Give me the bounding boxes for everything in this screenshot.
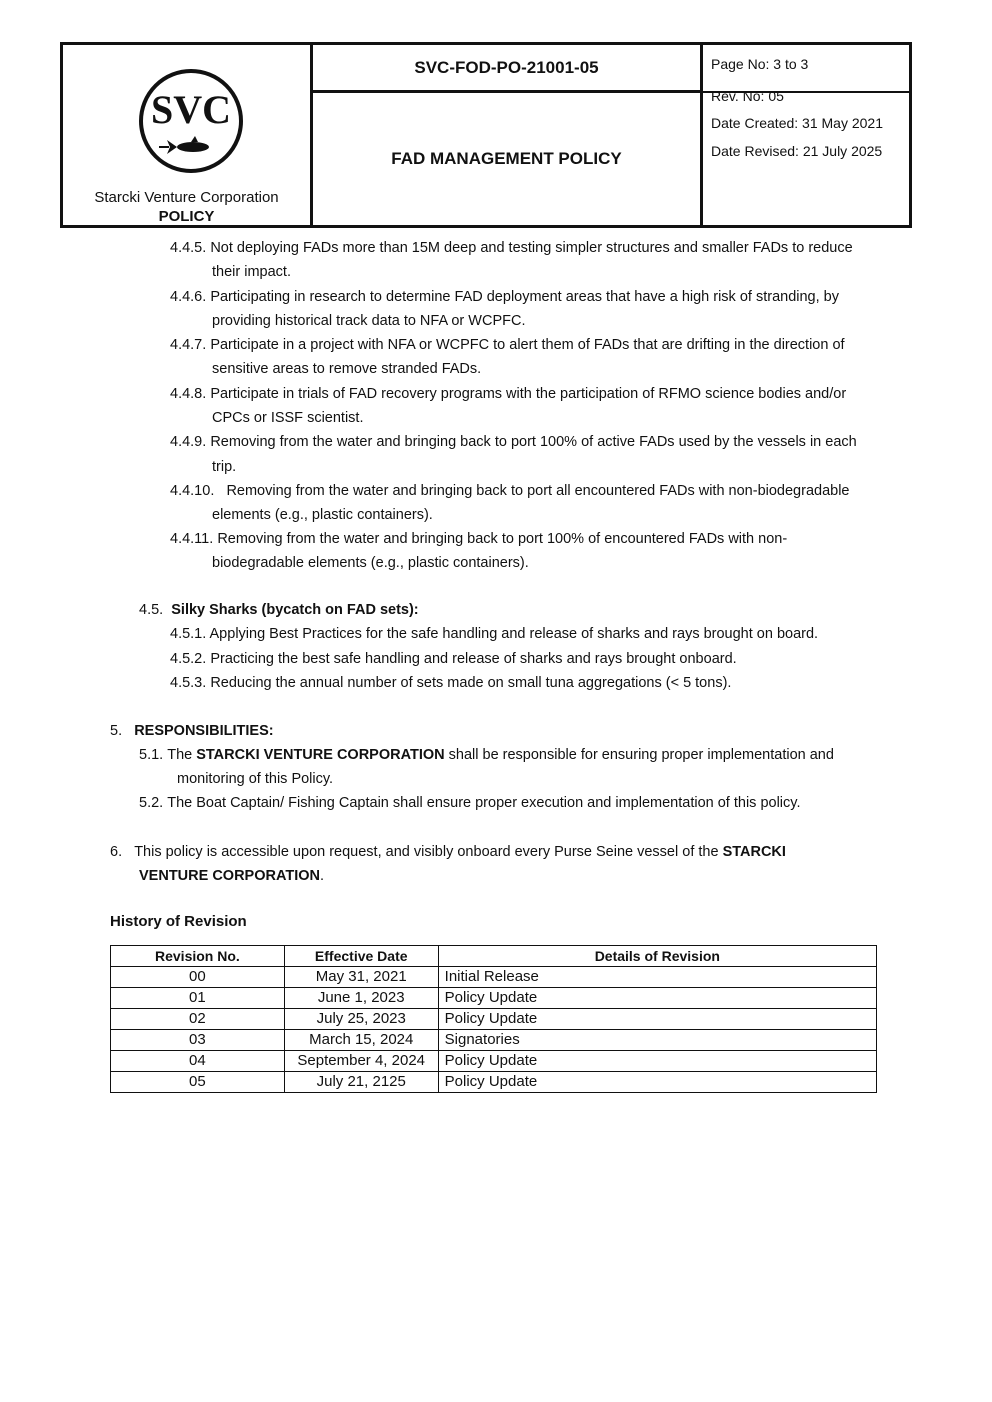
list-item: 5.1. The STARCKI VENTURE CORPORATION shall be responsible for ensuring proper implementation and (139, 747, 834, 763)
list-item-continuation: their impact. (212, 264, 291, 280)
fish-icon (159, 136, 209, 154)
paragraph-continuation: VENTURE CORPORATION. (139, 868, 325, 884)
column-header: Revision No. (111, 946, 285, 967)
list-item: 4.4.10. Removing from the water and bringing back to port all encountered FADs with non-biodegradable (170, 483, 850, 499)
revision-history-title: History of Revision (110, 913, 247, 930)
company-logo (135, 65, 247, 177)
list-item-continuation: trip. (212, 459, 237, 475)
table-row: 02 July 25, 2023 Policy Update (111, 1009, 877, 1030)
logo-text: SVC (150, 87, 232, 132)
list-item-continuation: elements (e.g., plastic containers). (212, 507, 433, 523)
list-item: 4.4.6. Participating in research to determine FAD deployment areas that have a high risk of stranding, by (170, 289, 839, 305)
document-title: FAD MANAGEMENT POLICY (391, 149, 622, 168)
page-number: Page No: 3 to 3 (711, 56, 809, 72)
policy-label: POLICY (158, 208, 215, 225)
company-name: Starcki Venture Corporation (94, 189, 279, 206)
revision-table (110, 945, 877, 1093)
date-created: Date Created: 31 May 2021 (711, 115, 883, 131)
table-row: 01 June 1, 2023 Policy Update (111, 988, 877, 1009)
list-item: 4.4.7. Participate in a project with NFA or WCPFC to alert them of FADs that are drifting in the direction of (170, 337, 845, 353)
list-item-continuation: biodegradable elements (e.g., plastic containers). (212, 555, 529, 571)
table-row: 05 July 21, 2125 Policy Update (111, 1072, 877, 1093)
date-revised: Date Revised: 21 July 2025 (711, 143, 883, 159)
section-heading: 5. RESPONSIBILITIES: (110, 723, 274, 739)
document-code: SVC-FOD-PO-21001-05 (313, 45, 700, 93)
list-item-continuation: sensitive areas to remove stranded FADs. (212, 361, 482, 377)
table-header-row (111, 946, 877, 967)
table-row: 00 May 31, 2021 Initial Release (111, 967, 877, 988)
paragraph: 6. This policy is accessible upon request, and visibly onboard every Purse Seine vessel of the STARCKI (110, 844, 786, 860)
list-item: 4.5.3. Reducing the annual number of sets made on small tuna aggregations (< 5 tons). (170, 675, 732, 691)
list-item: 4.4.9. Removing from the water and bringing back to port 100% of active FADs used by the vessels in each (170, 434, 857, 450)
list-item: 4.4.5. Not deploying FADs more than 15M deep and testing simpler structures and smaller FADs to reduce (170, 240, 853, 256)
list-item: 4.5.2. Practicing the best safe handling and release of sharks and rays brought onboard. (170, 651, 737, 667)
title-cell (313, 45, 703, 225)
document-header (60, 42, 912, 228)
list-item: 4.5.1. Applying Best Practices for the safe handling and release of sharks and rays brought on board. (170, 626, 819, 642)
column-header: Effective Date (284, 946, 438, 967)
list-item-continuation: monitoring of this Policy. (177, 771, 334, 787)
list-item: 4.4.11. Removing from the water and bringing back to port 100% of encountered FADs with non- (170, 531, 788, 547)
list-item-continuation: providing historical track data to NFA or WCPFC. (212, 313, 526, 329)
revision-number: Rev. No: 05 (711, 88, 784, 104)
meta-cell (703, 45, 909, 225)
table-row: 04 September 4, 2024 Policy Update (111, 1051, 877, 1072)
logo-cell (63, 45, 313, 225)
list-item: 4.4.8. Participate in trials of FAD recovery programs with the participation of RFMO science bodies and/or (170, 386, 847, 402)
list-item-continuation: CPCs or ISSF scientist. (212, 410, 364, 426)
table-row: 03 March 15, 2024 Signatories (111, 1030, 877, 1051)
list-item: 5.2. The Boat Captain/ Fishing Captain shall ensure proper execution and implementation of this policy. (139, 795, 801, 811)
section-heading: 4.5. Silky Sharks (bycatch on FAD sets): (139, 602, 419, 618)
column-header: Details of Revision (438, 946, 876, 967)
